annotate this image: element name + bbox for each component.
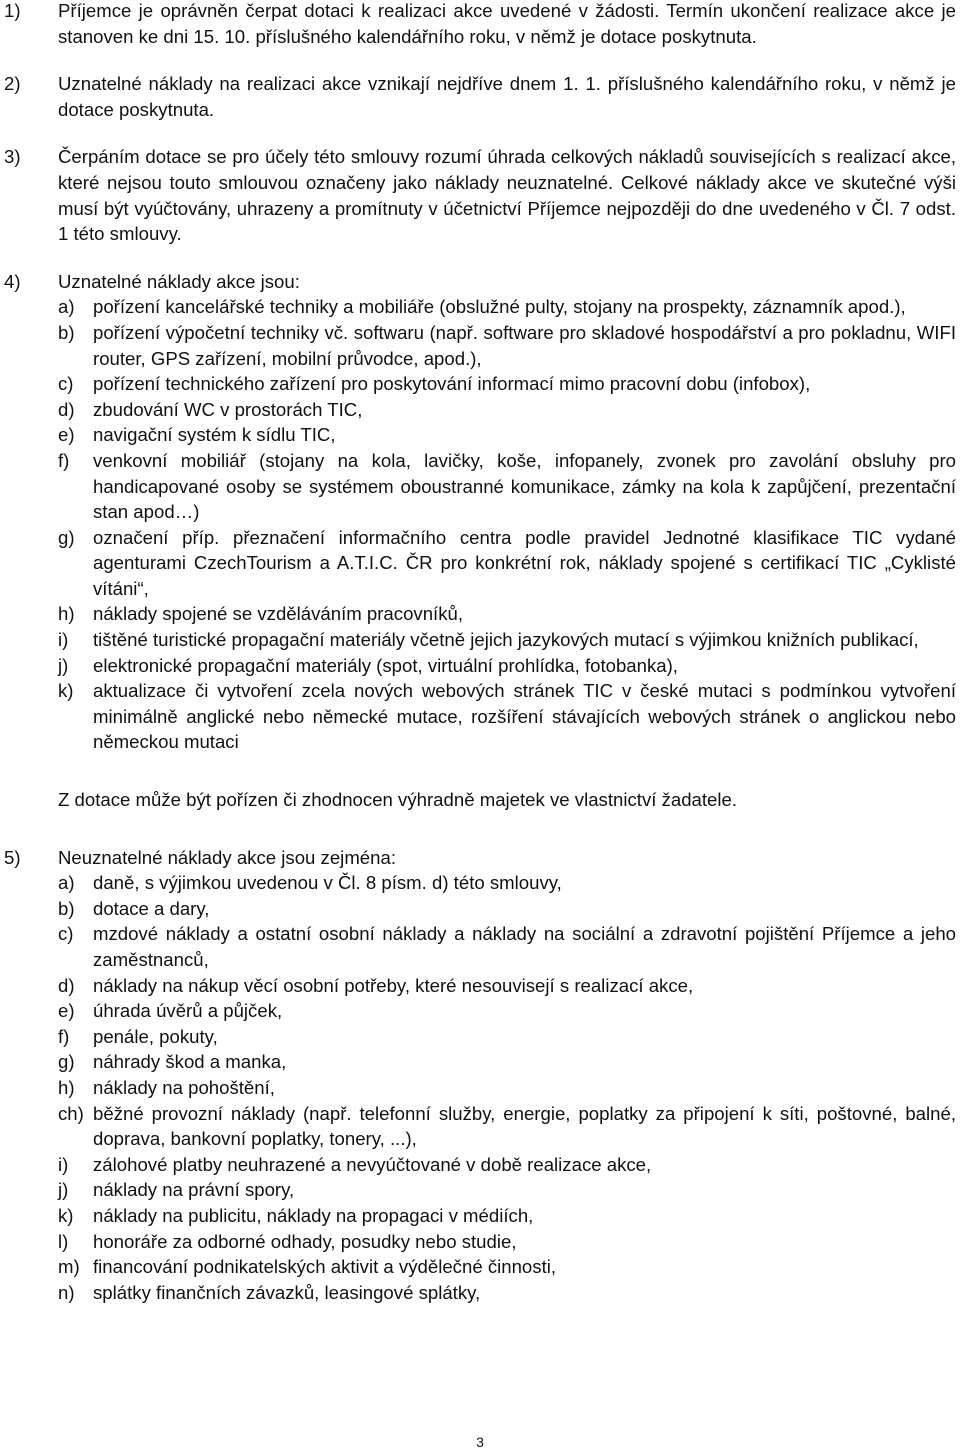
- list-item: [0, 525, 960, 602]
- list-letter: a): [58, 296, 75, 318]
- list-item-text: venkovní mobiliář (stojany na kola, lavičky, koše, infopanely, zvonek pro zavolání obsluhy pro handicapované osoby se systémem oboustranné komunikace, zámky na kola k zapůjčení, prezentační stan apod…): [93, 449, 956, 523]
- list-letter: c): [58, 923, 74, 945]
- list-item: [0, 601, 960, 627]
- paragraph-2: [0, 71, 960, 122]
- asset-note: Z dotace může být pořízen či zhodnocen výhradně majetek ve vlastnictví žadatele.: [58, 789, 738, 811]
- paragraph-number: 3): [4, 146, 21, 168]
- paragraph-number: 4): [4, 270, 21, 292]
- paragraph-1: [0, 0, 960, 49]
- list-letter: h): [58, 1076, 75, 1098]
- list-item: [0, 627, 960, 653]
- list-letter: e): [58, 1000, 75, 1022]
- list-item-text: navigační systém k sídlu TIC,: [93, 424, 336, 446]
- list-letter: ch): [58, 1102, 84, 1124]
- list-item: [0, 1101, 960, 1152]
- list-item: [0, 1049, 960, 1075]
- list-letter: a): [58, 872, 75, 894]
- list-item: [0, 397, 960, 423]
- list-item-text: financování podnikatelských aktivit a výdělečné činnosti,: [93, 1256, 557, 1278]
- list-letter: d): [58, 398, 75, 420]
- paragraph-text: Příjemce je oprávněn čerpat dotaci k realizaci akce uvedené v žádosti. Termín ukončení realizace akce je stanoven ke dni 15. 10. příslušného kalendářního roku, v němž je dotace poskytnuta.: [58, 0, 956, 47]
- list-letter: e): [58, 424, 75, 446]
- ineligible-costs-list: [0, 870, 960, 1305]
- list-item: [0, 1177, 960, 1203]
- list-letter: h): [58, 603, 75, 625]
- list-item: [0, 653, 960, 679]
- list-item-text: náklady na právní spory,: [93, 1179, 295, 1201]
- list-letter: c): [58, 373, 74, 395]
- list-item: [0, 320, 960, 371]
- list-item-text: dotace a dary,: [93, 897, 210, 919]
- list-letter: f): [58, 1025, 70, 1047]
- list-item: [0, 1024, 960, 1050]
- paragraph-text: Uznatelné náklady na realizaci akce vznikají nejdříve dnem 1. 1. příslušného kalendářního roku, v němž je dotace poskytnuta.: [58, 73, 956, 120]
- paragraph-4-heading: [0, 269, 960, 295]
- list-item: [0, 1254, 960, 1280]
- paragraph-5-heading: [0, 845, 960, 871]
- list-item-text: pořízení technického zařízení pro poskytování informací mimo pracovní dobu (infobox),: [93, 373, 811, 395]
- list-item-text: mzdové náklady a ostatní osobní náklady a náklady na sociální a zdravotní pojištění Příjemce a jeho zaměstnanců,: [93, 923, 956, 970]
- list-item-text: daně, s výjimkou uvedenou v Čl. 8 písm. d) této smlouvy,: [93, 872, 562, 894]
- list-letter: g): [58, 526, 75, 548]
- list-item: [0, 1280, 960, 1306]
- list-letter: j): [58, 1179, 69, 1201]
- list-item-text: náklady na nákup věcí osobní potřeby, které nesouvisejí s realizací akce,: [93, 974, 694, 996]
- list-item-text: elektronické propagační materiály (spot, virtuální prohlídka, fotobanka),: [93, 654, 678, 676]
- list-item: [0, 1203, 960, 1229]
- list-item-text: pořízení výpočetní techniky vč. softwaru (např. software pro skladové hospodářství a pro pokladnu, WIFI router, GPS zařízení, mobilní průvodce, apod.),: [93, 321, 956, 369]
- paragraph-text: Uznatelné náklady akce jsou:: [58, 270, 300, 292]
- list-item: [0, 1229, 960, 1255]
- list-letter: i): [58, 629, 69, 651]
- paragraph-number: 5): [4, 846, 21, 868]
- list-item: [0, 921, 960, 972]
- list-letter: b): [58, 321, 75, 343]
- list-item: [0, 1075, 960, 1101]
- list-item: [0, 678, 960, 755]
- paragraph-number: 1): [4, 0, 21, 21]
- list-item-text: úhrada úvěrů a půjček,: [93, 1000, 283, 1022]
- list-letter: k): [58, 680, 74, 702]
- list-item: [0, 294, 960, 320]
- list-letter: k): [58, 1204, 74, 1226]
- list-item: [0, 870, 960, 896]
- list-item: [0, 448, 960, 525]
- list-item: [0, 973, 960, 999]
- paragraph-3: [0, 144, 960, 246]
- list-letter: j): [58, 654, 69, 676]
- list-item-text: splátky finančních závazků, leasingové splátky,: [93, 1281, 481, 1303]
- list-item-text: honoráře za odborné odhady, posudky nebo studie,: [93, 1230, 517, 1252]
- list-item-text: zbudování WC v prostorách TIC,: [93, 398, 363, 420]
- list-item-text: náklady spojené se vzděláváním pracovníků,: [93, 603, 464, 625]
- list-letter: d): [58, 974, 75, 996]
- list-item-text: tištěné turistické propagační materiály včetně jejich jazykových mutací s výjimkou knižních publikací,: [93, 629, 919, 651]
- list-item-text: zálohové platby neuhrazené a nevyúčtované v době realizace akce,: [93, 1153, 652, 1175]
- list-letter: g): [58, 1051, 75, 1073]
- list-item-text: náklady na pohoštění,: [93, 1076, 275, 1098]
- list-item-text: běžné provozní náklady (např. telefonní služby, energie, poplatky za připojení k síti, poštovné, balné, doprava, bankovní poplatky, tonery, ...),: [93, 1102, 956, 1150]
- list-letter: l): [58, 1230, 69, 1252]
- list-letter: m): [58, 1256, 80, 1278]
- list-letter: b): [58, 897, 75, 919]
- eligible-costs-list: [0, 294, 960, 755]
- list-item-text: aktualizace či vytvoření zcela nových webových stránek TIC v české mutaci s podmínkou vytvoření minimálně anglické nebo německé mutace, rozšíření stávajících webových stránek o anglickou nebo německou mutaci: [93, 680, 956, 753]
- list-letter: i): [58, 1153, 69, 1175]
- list-item-text: náklady na publicitu, náklady na propagaci v médiích,: [93, 1204, 534, 1226]
- list-item-text: penále, pokuty,: [93, 1025, 218, 1047]
- list-item: [0, 422, 960, 448]
- list-item-text: pořízení kancelářské techniky a mobiliáře (obslužné pulty, stojany na prospekty, záznamník apod.),: [93, 296, 906, 318]
- list-letter: f): [58, 449, 70, 471]
- list-item: [0, 371, 960, 397]
- list-item-text: označení příp. přeznačení informačního centra podle pravidel Jednotné klasifikace TIC vydané agenturami CzechTourism a A.T.I.C. ČR pro konkrétní rok, náklady spojené s certifikací TIC „Cyklisté vítáni“,: [93, 526, 956, 599]
- paragraph-text: Neuznatelné náklady akce jsou zejména:: [58, 846, 396, 868]
- list-letter: n): [58, 1281, 75, 1303]
- list-item: [0, 896, 960, 922]
- list-item: [0, 998, 960, 1024]
- list-item: [0, 1152, 960, 1178]
- paragraph-number: 2): [4, 73, 21, 95]
- list-item-text: náhrady škod a manka,: [93, 1051, 287, 1073]
- page-number: 3: [476, 1434, 484, 1450]
- paragraph-text: Čerpáním dotace se pro účely této smlouvy rozumí úhrada celkových nákladů souvisejících s realizací akce, které nejsou touto smlouvou označeny jako náklady neuznatelné. Celkové náklady akce ve skutečné výši musí být vyúčtovány, uhrazeny a promítnuty v účetnictví Příjemce nejpozději do dne uvedeného v Čl. 7 odst. 1 této smlouvy.: [58, 146, 956, 245]
